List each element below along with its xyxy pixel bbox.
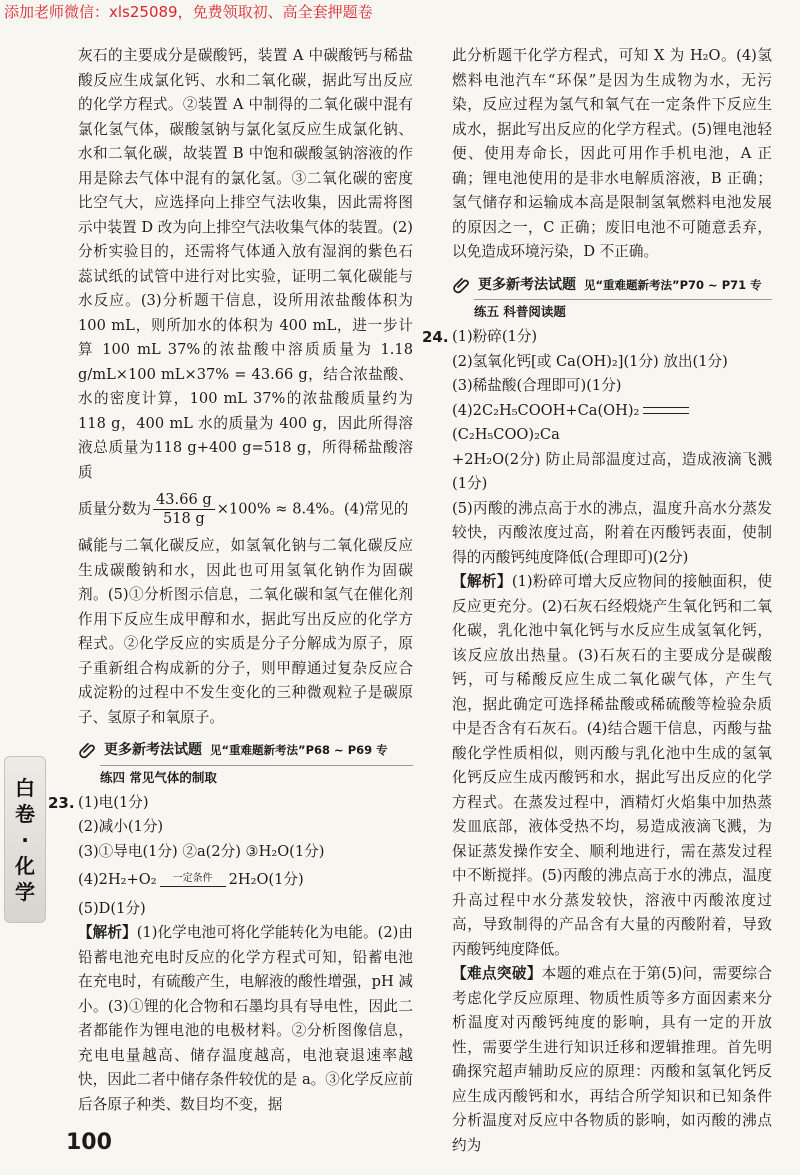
left-paragraph-1: 灰石的主要成分是碳酸钙，装置 A 中碳酸钙与稀盐酸反应生成氯化钙、水和二氧化碳，据此写出反应的化学方程式。②装置 A 中制得的二氧化碳中混有氯化氢气体，碳酸氢钠与氯化氢反应生成氯化钠、水和二氧化碳，故装置 B 中饱和碳酸氢钠溶液的作用是除去气体中混有的氯化氢。③二氧化碳的密度比空气大，应选择向上排空气法收集，因此需将图示中装置 D 改为向上排空气法收集气体的装置。(2)分析实验目的，还需将气体通入放有湿润的紫色石蕊试纸的试管中进行对比实验，证明二氧化碳能与水反应。(3)分析题干信息，设所用浓盐酸体积为 100 mL，则所加水的体积为 400 mL，进一步计算 100 mL 37%的浓盐酸中溶质质量为 1.18 g/mL×100 mL×37% = 43.66 g，结合浓盐酸、水的密度计算，100 mL 37%的浓盐酸质量约为 118 g，400 mL 水的质量为 400 g，因此所得溶液总质量为118 g+400 g=518 g，所得稀盐酸溶质 bbox=[78, 47, 413, 481]
question-24-answers bbox=[422, 325, 772, 1158]
answer-line: (5)丙酸的沸点高于水的沸点，温度升高水分蒸发较快，丙酸浓度过高，附着在丙酸钙表面，使制得的丙酸钙纯度降低(合理即可)(2分) bbox=[452, 499, 772, 566]
side-tab-char: 学 bbox=[15, 879, 35, 904]
section-subtitle: 练四 常见气体的制取 bbox=[100, 765, 413, 787]
side-tab-char: · bbox=[21, 827, 29, 852]
section-reference: 见“重难题新考法”P70 ~ P71 专 bbox=[584, 277, 762, 292]
section-title: 更多新考法试题 bbox=[478, 276, 576, 293]
question-number: 23. bbox=[48, 793, 75, 812]
left-column bbox=[48, 44, 413, 1117]
reaction-arrow bbox=[160, 874, 226, 887]
fraction-denominator: 518 g bbox=[162, 510, 205, 527]
answer-line: (1)电(1分) bbox=[78, 793, 149, 811]
equation-left: (4)2C₂H₅COOH+Ca(OH)₂ bbox=[452, 401, 640, 419]
side-tab-char: 化 bbox=[15, 853, 35, 878]
answer-line: (3)稀盐酸(合理即可)(1分) bbox=[452, 377, 622, 394]
paperclip-icon bbox=[78, 740, 98, 760]
left-paragraph-3: 碱能与二氧化碳反应，如氢氧化钠与二氧化碳反应生成碳酸钠和水，因此也可用氢氧化钠作为固碳剂。(5)①分析图示信息，二氧化碳和氢气在催化剂作用下反应生成甲醇和水，据此写出反应的化学方程式。②化学反应的实质是分子分解成为原子，原子重新组合构成新的分子，则甲醇通过复杂反应合成淀粉的过程中不发生变化的三种微观粒子是碳原子、氢原子和氧原子。 bbox=[78, 537, 413, 726]
question-number: 24. bbox=[422, 328, 449, 346]
side-tab bbox=[4, 756, 46, 923]
fraction-numerator: 43.66 g bbox=[153, 491, 215, 510]
paperclip-icon bbox=[452, 275, 472, 295]
answer-line: (1)粉碎(1分) bbox=[452, 328, 538, 345]
difficulty-text: 本题的难点在于第(5)问，需要综合考虑化学反应原理、物质性质等多方面因素来分析温度对丙酸钙纯度的影响，具有一定的开放性，需要学生进行知识迁移和逻辑推理。首先明确探究超声辅助反应的原理：丙酸和氢氧化钙反应生成丙酸钙和水，再结合所学知识和已知条件分析温度对反应中各物质的影响，如丙酸的沸点约为 bbox=[452, 965, 772, 1154]
answer-line: (3)①导电(1分) ②a(2分) ③H₂O(1分) bbox=[78, 842, 325, 860]
answer-line: (5)D(1分) bbox=[78, 899, 146, 917]
section-header-more-tests bbox=[78, 738, 413, 763]
analysis-paragraph bbox=[452, 570, 772, 962]
analysis-text: (1)粉碎可增大反应物间的接触面积，使反应更充分。(2)石灰石经煅烧产生氧化钙和二氧化碳，乳化池中氧化钙与水反应生成氢氧化钙，该反应放出热量。(3)石灰石的主要成分是碳酸钙，可与稀酸反应生成二氧化碳气体，产生气泡，据此确定可选择稀盐酸或稀硫酸等检验杂质中是否含有石灰石。(4)结合题干信息，丙酸与盐酸化学性质相似，则丙酸与乳化池中生成的氢氧化钙反应生成丙酸钙和水，据此写出反应的化学方程式。在蒸发过程中，酒精灯火焰集中加热蒸发皿底部，液体受热不均，易造成液滴飞溅，为保证蒸发操作安全、顺利地进行，需在蒸发过程中不断搅拌。(5)丙酸的沸点高于水的沸点，温度升高过程中水分蒸发较快，溶液中丙酸浓度过高，导致制得的产品含有大量的丙酸附着，导致丙酸钙纯度降低。 bbox=[452, 573, 772, 958]
equation-left: (4)2H₂+O₂ bbox=[78, 871, 157, 888]
equals-sign bbox=[643, 407, 689, 414]
equation-right: (C₂H₅COO)₂Ca bbox=[452, 426, 560, 443]
side-tab-char: 白 bbox=[15, 775, 35, 800]
right-paragraph-1: 此分析题干化学方程式，可知 X 为 H₂O。(4)氢燃料电池汽车“环保”是因为生成物为水，无污染，反应过程为氢气和氧气在一定条件下反应生成水，据此写出反应的化学方程式。(5)锂电池轻便、使用寿命长，因此可用作手机电池，A 正确；锂电池使用的是非水电解质溶液，B 正确；氢气储存和运输成本高是限制氢氧燃料电池发展的原因之一，C 正确；废旧电池不可随意丢弃，以免造成环境污染，D 不正确。 bbox=[452, 47, 772, 260]
section-reference: 见“重难题新考法”P68 ~ P69 专 bbox=[210, 743, 388, 757]
analysis-text: (1)化学电池可将化学能转化为电能。(2)由铅蓄电池充电时反应的化学方程式可知，铅蓄电池在充电时，有硫酸产生，电解液的酸性增强，pH 减小。(3)①锂的化合物和石墨均具有导电性，因此二者都能作为锂电池的电极材料。②分析图像信息，充电电量越高、储存温度越高，电池衰退速率越快，因此二者中储存条件较优的是 a。③化学反应前后各原子种类、数目均不变，据 bbox=[78, 924, 413, 1113]
analysis-tag: 【解析】 bbox=[78, 924, 137, 941]
question-23-answers bbox=[48, 791, 413, 1118]
difficulty-paragraph bbox=[452, 962, 772, 1158]
watermark-text: 添加老师微信：xls25089，免费领取初、高全套押题卷 bbox=[4, 3, 373, 21]
page-number: 100 bbox=[66, 1130, 112, 1155]
equation-right: 2H₂O(1分) bbox=[228, 871, 304, 888]
section-header-more-tests bbox=[452, 273, 772, 298]
answer-line: +2H₂O(2分) 防止局部温度过高，造成液滴飞溅(1分) bbox=[452, 450, 772, 492]
fraction-prefix: 质量分数为 bbox=[78, 500, 151, 518]
reaction-condition: 一定条件 bbox=[172, 872, 213, 884]
section-title: 更多新考法试题 bbox=[104, 742, 202, 758]
analysis-paragraph bbox=[78, 921, 413, 1117]
answer-equation bbox=[452, 399, 772, 448]
side-tab-char: 卷 bbox=[15, 801, 35, 826]
answer-equation bbox=[78, 868, 413, 893]
right-column bbox=[422, 44, 772, 1158]
difficulty-tag: 【难点突破】 bbox=[452, 965, 542, 982]
analysis-tag: 【解析】 bbox=[452, 573, 512, 590]
fraction-suffix: ×100% ≈ 8.4%。(4)常见的 bbox=[216, 500, 409, 518]
left-fraction-line bbox=[78, 491, 413, 528]
fraction bbox=[153, 491, 215, 528]
answer-line: (2)减小(1分) bbox=[78, 818, 164, 835]
answer-line: (2)氢氧化钙[或 Ca(OH)₂](1分) 放出(1分) bbox=[452, 352, 728, 370]
section-subtitle: 练五 科普阅读题 bbox=[474, 299, 772, 321]
